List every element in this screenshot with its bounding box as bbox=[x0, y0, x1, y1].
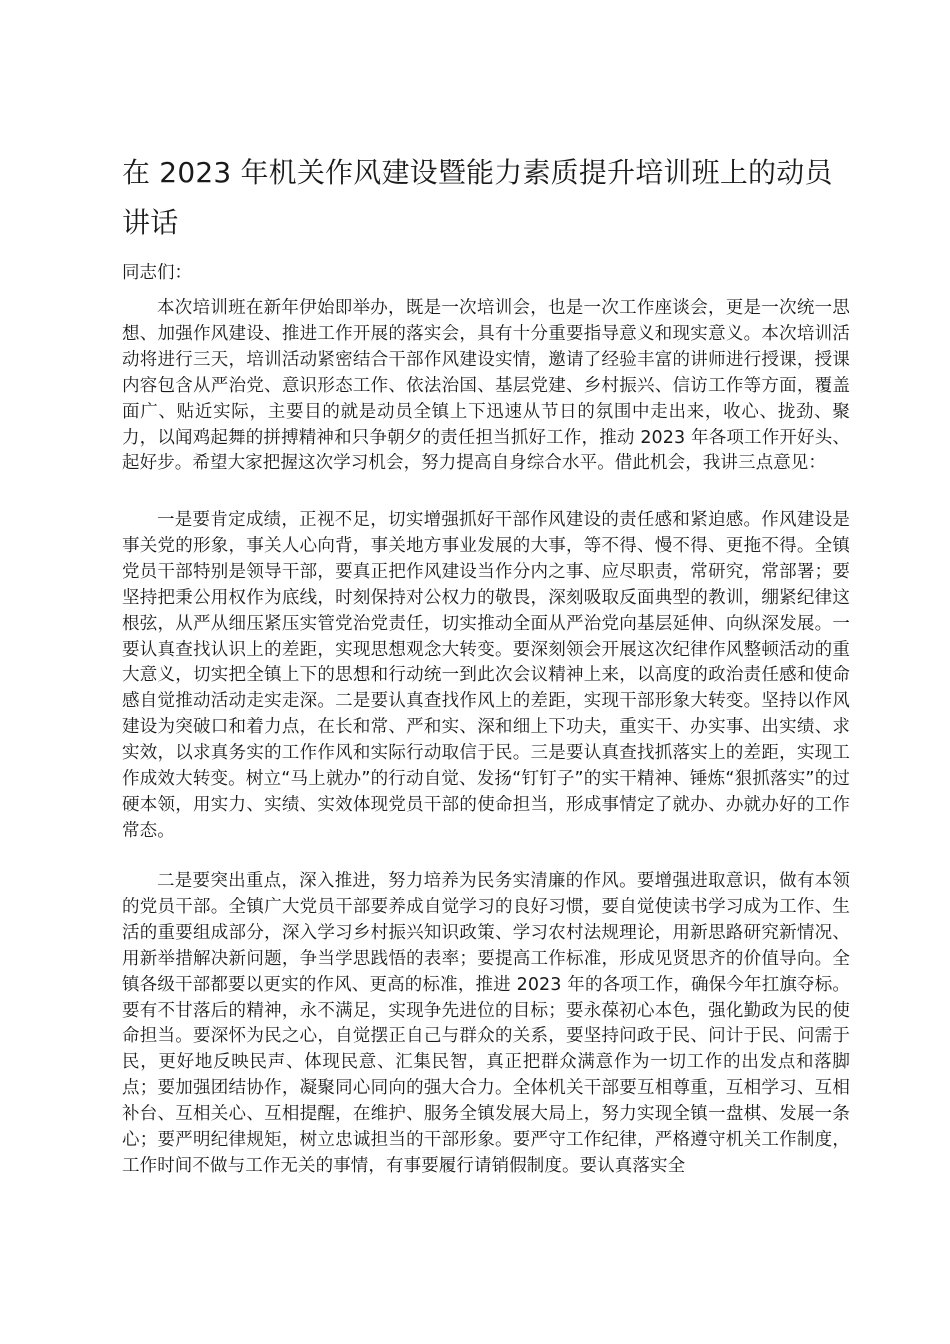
salutation: 同志们： bbox=[122, 263, 192, 283]
paragraph-point-two: 二是要突出重点，深入推进，努力培养为民务实清廉的作风。要增强进取意识，做有本领的党员干部。全镇广大党员干部要养成自觉学习的良好习惯，要自觉使读书学习成为工作、生活的重要组成部分，深入学习乡村振兴知识政策、学习农村法规理论，用新思路研究新情况、用新举措解决新问题，争当学思践悟的表率；要提高工作标准，形成见贤思齐的价值导向。全镇各级干部都要以更实的作风、更高的标准，推进 2023 年的各项工作，确保今年扛旗夺标。要有不甘落后的精神，永不满足，实现争先进位的目标；要永葆初心本色，强化勤政为民的使命担当。要深怀为民之心，自觉摆正自己与群众的关系，要坚持问政于民、问计于民、问需于民，更好地反映民声、体现民意、汇集民智，真正把群众满意作为一切工作的出发点和落脚点；要加强团结协作，凝聚同心同向的强大合力。全体机关干部要互相尊重，互相学习、互相补台、互相关心、互相提醒，在维护、服务全镇发展大局上，努力实现全镇一盘棋、发展一条心；要严明纪律规矩，树立忠诚担当的干部形象。要严守工作纪律，严格遵守机关工作制度，工作时间不做与工作无关的事情，有事要履行请销假制度。要认真落实全 bbox=[122, 871, 850, 1176]
paragraph-intro: 本次培训班在新年伊始即举办，既是一次培训会，也是一次工作座谈会，更是一次统一思想、加强作风建设、推进工作开展的落实会，具有十分重要指导意义和现实意义。本次培训活动将进行三天，培训活动紧密结合干部作风建设实情，邀请了经验丰富的讲师进行授课，授课内容包含从严治党、意识形态工作、依法治国、基层党建、乡村振兴、信访工作等方面，覆盖面广、贴近实际，主要目的就是动员全镇上下迅速从节日的氛围中走出来，收心、拢劲、聚力，以闻鸡起舞的拼搏精神和只争朝夕的责任担当抓好工作，推动 2023 年各项工作开好头、起好步。希望大家把握这次学习机会，努力提高自身综合水平。借此机会，我讲三点意见： bbox=[122, 298, 850, 474]
paragraph-point-one: 一是要肯定成绩，正视不足，切实增强抓好干部作风建设的责任感和紧迫感。作风建设是事关党的形象，事关人心向背，事关地方事业发展的大事，等不得、慢不得、更拖不得。全镇党员干部特别是领导干部，要真正把作风建设当作分内之事、应尽职责，常研究，常部署；要坚持把秉公用权作为底线，时刻保持对公权力的敬畏，深刻吸取反面典型的教训，绷紧纪律这根弦，从严从细压紧压实管党治党责任，切实推动全面从严治党向基层延伸、向纵深发展。一要认真查找认识上的差距，实现思想观念大转变。要深刻领会开展这次纪律作风整顿活动的重大意义，切实把全镇上下的思想和行动统一到此次会议精神上来，以高度的政治责任感和使命感自觉推动活动走实走深。二是要认真查找作风上的差距，实现干部形象大转变。坚持以作风建设为突破口和着力点，在长和常、严和实、深和细上下功夫，重实干、办实事、出实绩、求实效，以求真务实的工作作风和实际行动取信于民。三是要认真查找抓落实上的差距，实现工作成效大转变。树立“马上就办”的行动自觉、发扬“钉钉子”的实干精神、锤炼“狠抓落实”的过硬本领，用实力、实绩、实效体现党员干部的使命担当，形成事情定了就办、办就办好的工作常态。 bbox=[122, 510, 850, 841]
document-title: 在 2023 年机关作风建设暨能力素质提升培训班上的动员讲话 bbox=[122, 156, 833, 239]
